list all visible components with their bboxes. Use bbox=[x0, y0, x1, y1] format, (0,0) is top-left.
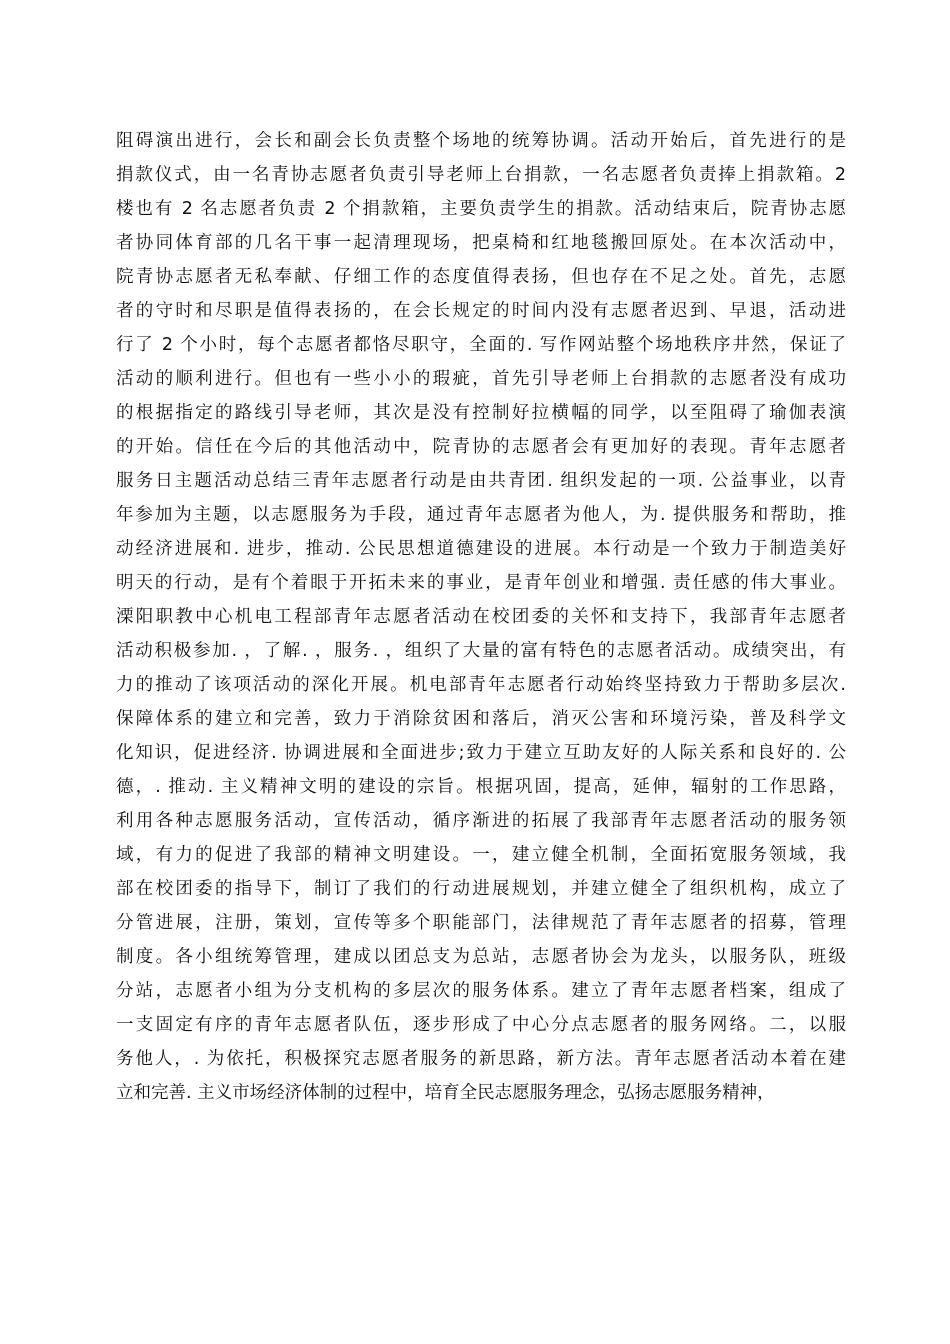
text-line: 力的推动了该项活动的深化开展。机电部青年志愿者行动始终坚持致力于帮助多层次. bbox=[116, 675, 846, 695]
text-line: 溧阳职教中心机电工程部青年志愿者活动在校团委的关怀和支持下，我部青年志愿者 bbox=[116, 607, 846, 627]
text-line: 的根据指定的路线引导老师，其次是没有控制好拉横幅的同学，以至阻碍了瑜伽表演 bbox=[116, 403, 846, 423]
text-line: 化知识，促进经济. 协调进展和全面进步;致力于建立互助友好的人际关系和良好的. 公 bbox=[116, 743, 846, 763]
text-line: 动经济进展和. 进步，推动. 公民思想道德建设的进展。本行动是一个致力于制造美好 bbox=[116, 539, 846, 559]
text-line: 者协同体育部的几名干事一起清理现场，把桌椅和红地毯搬回原处。在本次活动中， bbox=[116, 233, 846, 253]
text-line: 保障体系的建立和完善，致力于消除贫困和落后，消灭公害和环境污染，普及科学文 bbox=[116, 709, 846, 729]
text-line: 域，有力的促进了我部的精神文明建设。一，建立健全机制，全面拓宽服务领域，我 bbox=[116, 845, 846, 865]
text-line: 院青协志愿者无私奉献、仔细工作的态度值得表扬，但也存在不足之处。首先，志愿 bbox=[116, 267, 846, 287]
text-line: 阻碍演出进行，会长和副会长负责整个场地的统筹协调。活动开始后，首先进行的是 bbox=[116, 131, 846, 151]
text-line: 立和完善. 主义市场经济体制的过程中，培育全民志愿服务理念，弘扬志愿服务精神， bbox=[116, 1083, 775, 1103]
text-line: 利用各种志愿服务活动，宣传活动，循序渐进的拓展了我部青年志愿者活动的服务领 bbox=[116, 811, 846, 831]
text-line: 活动积极参加. ，了解. ，服务. ，组织了大量的富有特色的志愿者活动。成绩突出，有 bbox=[116, 641, 846, 661]
text-line: 一支固定有序的青年志愿者队伍，逐步形成了中心分点志愿者的服务网络。二，以服 bbox=[116, 1015, 846, 1035]
text-line: 制度。各小组统筹管理，建成以团总支为总站，志愿者协会为龙头，以服务队，班级 bbox=[116, 947, 846, 967]
text-line: 务他人，. 为依托，积极探究志愿者服务的新思路，新方法。青年志愿者活动本着在建 bbox=[116, 1049, 846, 1069]
text-line: 楼也有 2 名志愿者负责 2 个捐款箱，主要负责学生的捐款。活动结束后，院青协志愿 bbox=[116, 199, 846, 219]
text-line: 服务日主题活动总结三青年志愿者行动是由共青团. 组织发起的一项. 公益事业，以青 bbox=[116, 471, 846, 491]
text-line: 分管进展，注册，策划，宣传等多个职能部门，法律规范了青年志愿者的招募，管理 bbox=[116, 913, 846, 933]
text-line: 德，. 推动. 主义精神文明的建设的宗旨。根据巩固，提高，延伸，辐射的工作思路， bbox=[116, 777, 846, 797]
text-line: 部在校团委的指导下，制订了我们的行动进展规划，并建立健全了组织机构，成立了 bbox=[116, 879, 846, 899]
text-line: 年参加为主题，以志愿服务为手段，通过青年志愿者为他人，为. 提供服务和帮助，推 bbox=[116, 505, 846, 525]
body-text bbox=[116, 124, 846, 1110]
text-line: 的开始。信任在今后的其他活动中，院青协的志愿者会有更加好的表现。青年志愿者 bbox=[116, 437, 846, 457]
text-line: 者的守时和尽职是值得表扬的，在会长规定的时间内没有志愿者迟到、早退，活动进 bbox=[116, 301, 846, 321]
text-line: 活动的顺利进行。但也有一些小小的瑕疵，首先引导老师上台捐款的志愿者没有成功 bbox=[116, 369, 846, 389]
text-line: 分站，志愿者小组为分支机构的多层次的服务体系。建立了青年志愿者档案，组成了 bbox=[116, 981, 846, 1001]
text-line: 行了 2 个小时，每个志愿者都恪尽职守，全面的. 写作网站整个场地秩序井然，保证了 bbox=[116, 335, 846, 355]
text-line: 明天的行动，是有个着眼于开拓未来的事业，是青年创业和增强. 责任感的伟大事业。 bbox=[116, 573, 846, 593]
text-line: 捐款仪式，由一名青协志愿者负责引导老师上台捐款，一名志愿者负责捧上捐款箱。2 bbox=[116, 165, 846, 185]
